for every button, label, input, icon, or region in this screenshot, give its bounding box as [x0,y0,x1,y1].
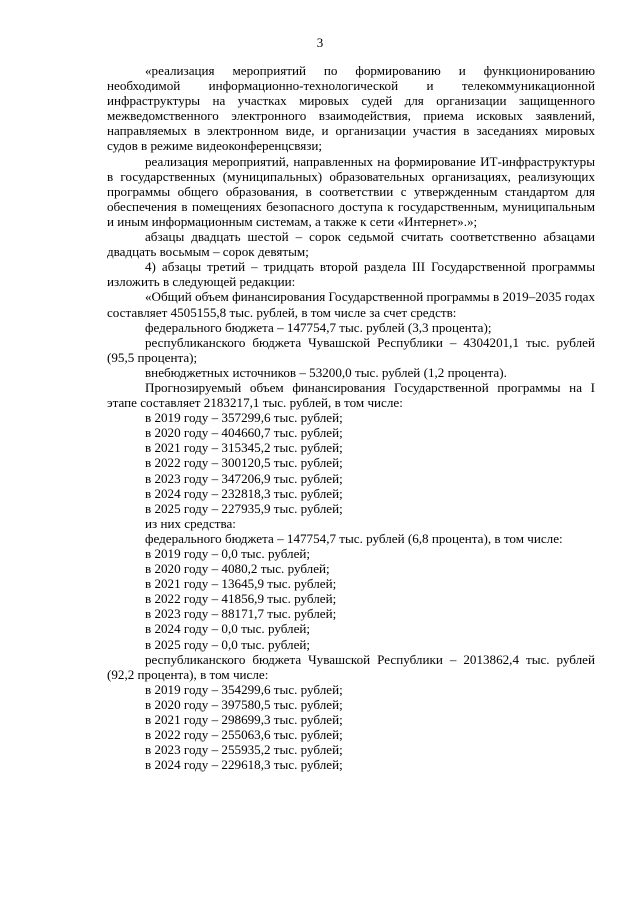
list-item: в 2025 году – 0,0 тыс. рублей; [145,636,311,652]
list-item: в 2023 году – 255935,2 тыс. рублей; [145,742,343,758]
page-number: 3 [316,35,324,50]
paragraph: реализация мероприятий, направленных на формирование ИТ-инфраструктуры в государственных (муниципальных) образовательных организациях, реализующих программы общего образования, в соответствии с утвержденным стандартом для обеспечения в помещениях безопасного доступа к государственным, муниципальным и иным информационным системам, а также к сети «Интернет».»; [107,153,595,229]
list-item: в 2019 году – 0,0 тыс. рублей; [145,546,311,561]
paragraph: Прогнозируемый объем финансирования Государственной программы на I этапе составляет 2183217,1 тыс. рублей, в том числе: [107,379,595,411]
list-item: в 2020 году – 397580,5 тыс. рублей; [145,696,343,712]
list-item: из них средства: [145,515,236,531]
list-item: в 2022 году – 255063,6 тыс. рублей; [145,727,343,743]
paragraph: республиканского бюджета Чувашской Республики – 2013862,4 тыс. рублей (92,2 процента), в том числе: [107,651,595,682]
paragraph: федерального бюджета – 147754,7 тыс. рублей (6,8 процента), в том числе: [145,530,563,546]
list-item: в 2024 году – 232818,3 тыс. рублей; [145,485,343,501]
list-item: в 2020 году – 404660,7 тыс. рублей; [145,425,343,441]
list-item: в 2022 году – 300120,5 тыс. рублей; [145,455,343,471]
paragraph: абзацы двадцать шестой – сорок седьмой считать соответственно абзацами двадцать восьмым – сорок девятым; [107,229,595,260]
list-item: в 2020 году – 4080,2 тыс. рублей; [145,561,330,577]
list-item: в 2024 году – 229618,3 тыс. рублей; [145,757,343,773]
list-item: в 2021 году – 298699,3 тыс. рублей; [145,712,343,728]
document-body [107,63,595,772]
paragraph: «реализация мероприятий по формированию и функционированию необходимой информационно-технологической и телекоммуникационной инфраструктуры на участках мировых судей для организации защищенного межведомственного электронного взаимодействия, приема исковых заявлений, направляемых в электронном виде, и организации участия в заседаниях мировых судов в режиме видеоконференцсвязи; [107,63,595,154]
list-item: в 2022 году – 41856,9 тыс. рублей; [145,591,337,607]
list-item: в 2021 году – 315345,2 тыс. рублей; [145,440,343,456]
paragraph: республиканского бюджета Чувашской Республики – 4304201,1 тыс. рублей (95,5 процента); [107,334,595,365]
list-item: в 2021 году – 13645,9 тыс. рублей; [145,576,337,592]
list-item: в 2025 году – 227935,9 тыс. рублей; [145,500,343,516]
list-item: в 2019 году – 357299,6 тыс. рублей; [145,410,343,426]
list-item: в 2019 году – 354299,6 тыс. рублей; [145,681,343,697]
paragraph: внебюджетных источников – 53200,0 тыс. рублей (1,2 процента). [145,364,507,380]
paragraph: федерального бюджета – 147754,7 тыс. рублей (3,3 процента); [145,319,492,335]
paragraph: «Общий объем финансирования Государственной программы в 2019–2035 годах составляет 4505155,8 тыс. рублей, в том числе за счет средств: [107,289,595,320]
list-item: в 2023 году – 347206,9 тыс. рублей; [145,470,343,486]
list-item: в 2023 году – 88171,7 тыс. рублей; [145,606,337,622]
paragraph: 4) абзацы третий – тридцать второй раздела III Государственной программы изложить в следующей редакции: [107,259,595,290]
list-item: в 2024 году – 0,0 тыс. рублей; [145,621,311,637]
